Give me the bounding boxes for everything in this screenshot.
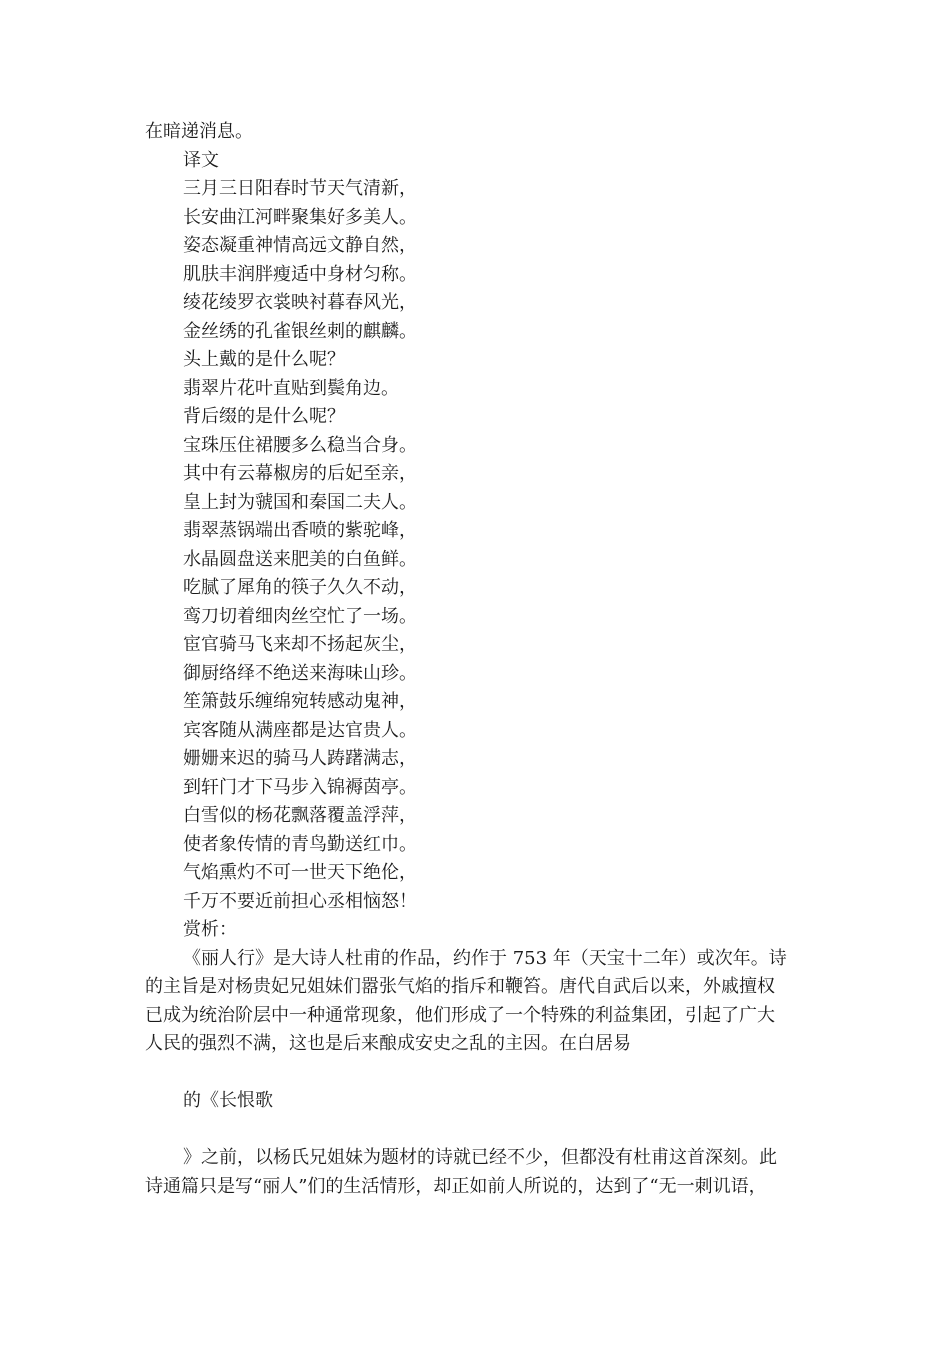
translation-line: 背后缀的是什么呢？ <box>183 406 345 427</box>
translation-line: 鸾刀切着细肉丝空忙了一场。 <box>183 605 417 627</box>
translation-line: 三月三日阳春时节天气清新， <box>183 178 417 199</box>
paragraph-line: 《丽人行》是大诗人杜甫的作品，约作于 753 年（天宝十二年）或次年。诗 <box>183 947 787 969</box>
translation-line: 长安曲江河畔聚集好多美人。 <box>183 206 417 228</box>
paragraph-gap <box>145 1116 805 1145</box>
intro-line: 在暗递消息。 <box>145 121 253 142</box>
document-page <box>145 118 805 1201</box>
translation-line: 到轩门才下马步入锦褥茵亭。 <box>183 776 417 798</box>
paragraph-line: 》之前，以杨氏兄姐妹为题材的诗就已经不少，但都没有杜甫这首深刻。此 <box>183 1147 777 1168</box>
appreciation-fragment: 的《长恨歌 <box>183 1090 273 1111</box>
translation-line: 姗姗来迟的骑马人踌躇满志， <box>183 748 417 769</box>
translation-line: 翡翠片花叶直贴到鬓角边。 <box>183 377 399 399</box>
translation-line: 宦官骑马飞来却不扬起灰尘， <box>183 634 417 655</box>
translation-line: 其中有云幕椒房的后妃至亲， <box>183 463 417 484</box>
translation-line: 金丝绣的孔雀银丝刺的麒麟。 <box>183 320 417 342</box>
paragraph-gap <box>145 1059 805 1088</box>
paragraph-line: 的主旨是对杨贵妃兄姐妹们嚣张气焰的指斥和鞭笞。唐代自武后以来，外戚擅权 <box>145 976 775 997</box>
translation-line: 翡翠蒸锅端出香喷的紫驼峰， <box>183 520 417 541</box>
translation-line: 绫花绫罗衣裳映衬暮春风光， <box>183 292 417 313</box>
translation-line: 白雪似的杨花飘落覆盖浮萍， <box>183 805 417 826</box>
appreciation-paragraph-2 <box>145 1144 805 1201</box>
translation-line: 千万不要近前担心丞相恼怒！ <box>183 890 417 912</box>
appreciation-paragraph-1 <box>145 945 805 1059</box>
paragraph-line: 诗通篇只是写“丽人”们的生活情形，却正如前人所说的，达到了“无一刺讥语， <box>145 1175 767 1197</box>
translation-line: 水晶圆盘送来肥美的白鱼鲜。 <box>183 548 417 570</box>
translation-line: 笙箫鼓乐缠绵宛转感动鬼神， <box>183 691 417 712</box>
translation-line: 姿态凝重神情高远文静自然， <box>183 235 417 256</box>
appreciation-heading: 赏析： <box>183 919 237 940</box>
translation-line: 头上戴的是什么呢？ <box>183 349 345 370</box>
translation-line: 吃腻了犀角的筷子久久不动， <box>183 577 417 598</box>
translation-line: 宝珠压住裙腰多么稳当合身。 <box>183 434 417 456</box>
paragraph-line: 人民的强烈不满，这也是后来酿成安史之乱的主因。在白居易 <box>145 1033 631 1054</box>
translation-line: 皇上封为虢国和秦国二夫人。 <box>183 491 417 513</box>
translation-line: 气焰熏灼不可一世天下绝伦， <box>183 862 417 883</box>
translation-line: 使者象传情的青鸟勤送红巾。 <box>183 833 417 855</box>
translation-heading: 译文 <box>183 149 219 171</box>
translation-line: 宾客随从满座都是达官贵人。 <box>183 719 417 741</box>
paragraph-line: 已成为统治阶层中一种通常现象，他们形成了一个特殊的利益集团，引起了广大 <box>145 1004 775 1026</box>
translation-line: 肌肤丰润胖瘦适中身材匀称。 <box>183 263 417 285</box>
translation-line: 御厨络绎不绝送来海味山珍。 <box>183 662 417 684</box>
translation-block <box>145 175 805 916</box>
